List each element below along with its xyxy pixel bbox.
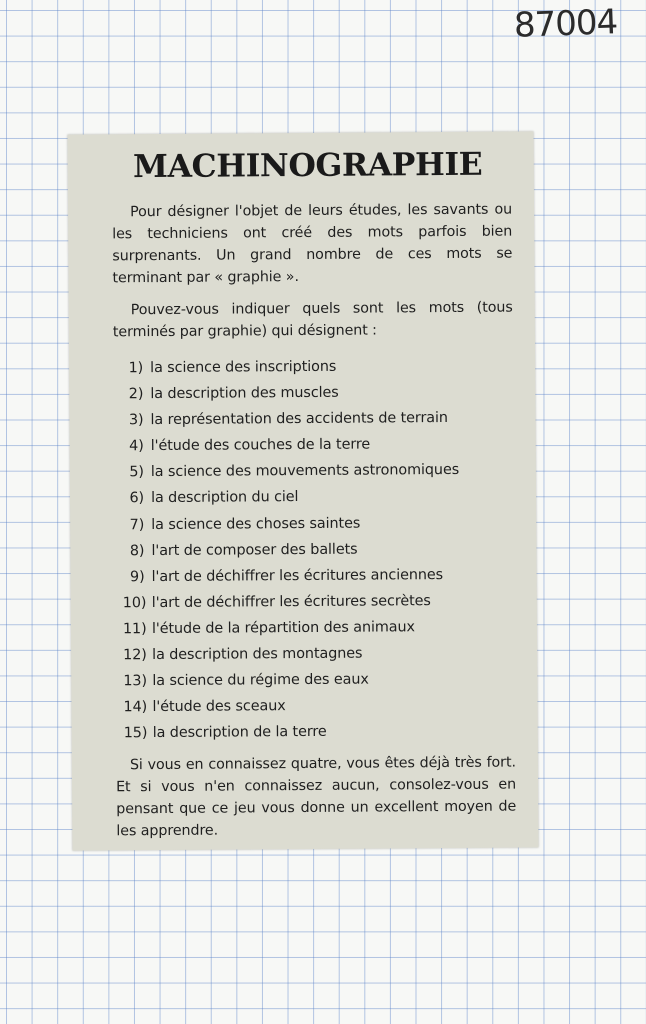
item-number: 9): [129, 568, 145, 585]
closing-paragraph: Si vous en connaissez quatre, vous êtes déjà très fort. Et si vous n'en connaissez aucun, consolez-vous en pensant que ce jeu vous donne un excellent moyen de les apprendre.: [116, 754, 517, 840]
item-number: 1): [128, 360, 144, 377]
list-item: [113, 353, 513, 382]
item-text: l'étude des couches de la terre: [150, 436, 371, 455]
item-number: 15): [123, 725, 148, 742]
list-item: [115, 692, 515, 721]
item-number: 4): [129, 438, 144, 455]
list-item: [115, 561, 515, 590]
question-list: [113, 353, 516, 747]
list-item: [113, 405, 513, 434]
item-number: 10): [122, 594, 147, 612]
question-paragraph: Pouvez-vous indiquer quels sont les mots (tous terminés par graphie) qui désignent :: [112, 299, 513, 341]
item-number: 12): [123, 647, 147, 664]
item-text: l'étude de la répartition des animaux: [151, 619, 415, 637]
list-item: [114, 535, 514, 564]
item-text: l'étude des sceaux: [152, 698, 286, 716]
item-text: la représentation des accidents de terrain: [150, 410, 448, 429]
list-item: [114, 509, 514, 538]
item-number: 5): [129, 464, 144, 481]
item-number: 8): [129, 542, 145, 559]
item-number: 2): [128, 386, 144, 403]
list-item: [115, 666, 515, 695]
list-item: [114, 483, 514, 512]
handwritten-annotation: 87004: [513, 2, 618, 46]
item-number: 13): [123, 673, 148, 690]
list-item: [114, 457, 514, 486]
item-number: 14): [123, 699, 148, 716]
item-text: l'art de composer des ballets: [151, 541, 358, 559]
item-number: 11): [122, 621, 147, 638]
list-item: [115, 613, 515, 642]
list-item: [113, 379, 513, 408]
newspaper-clipping: [68, 131, 539, 850]
item-number: 6): [129, 490, 145, 507]
item-number: 7): [129, 516, 145, 533]
item-text: la description des montagnes: [152, 645, 363, 664]
item-number: 3): [128, 412, 144, 429]
item-text: la science des inscriptions: [150, 358, 337, 377]
item-text: l'art de déchiffrer les écritures anciennes: [151, 566, 444, 585]
list-item: [115, 587, 515, 616]
item-text: la description du ciel: [150, 489, 299, 507]
item-text: la science des choses saintes: [151, 515, 361, 533]
item-text: la description de la terre: [152, 724, 327, 742]
item-text: la science des mouvements astronomiques: [150, 462, 460, 481]
item-text: la science du régime des eaux: [152, 671, 369, 690]
list-item: [116, 718, 516, 747]
list-item: [115, 640, 515, 669]
item-text: l'art de déchiffrer les écritures secrètes: [151, 592, 431, 611]
list-item: [114, 431, 514, 460]
intro-paragraph: Pour désigner l'objet de leurs études, les savants ou les techniciens ont créé des mots parfois bien surprenants. Un grand nombre de ces mots se terminant par « graphie ».: [112, 201, 513, 287]
article-title: MACHINOGRAPHIE: [132, 145, 483, 186]
item-text: la description des muscles: [150, 384, 339, 403]
